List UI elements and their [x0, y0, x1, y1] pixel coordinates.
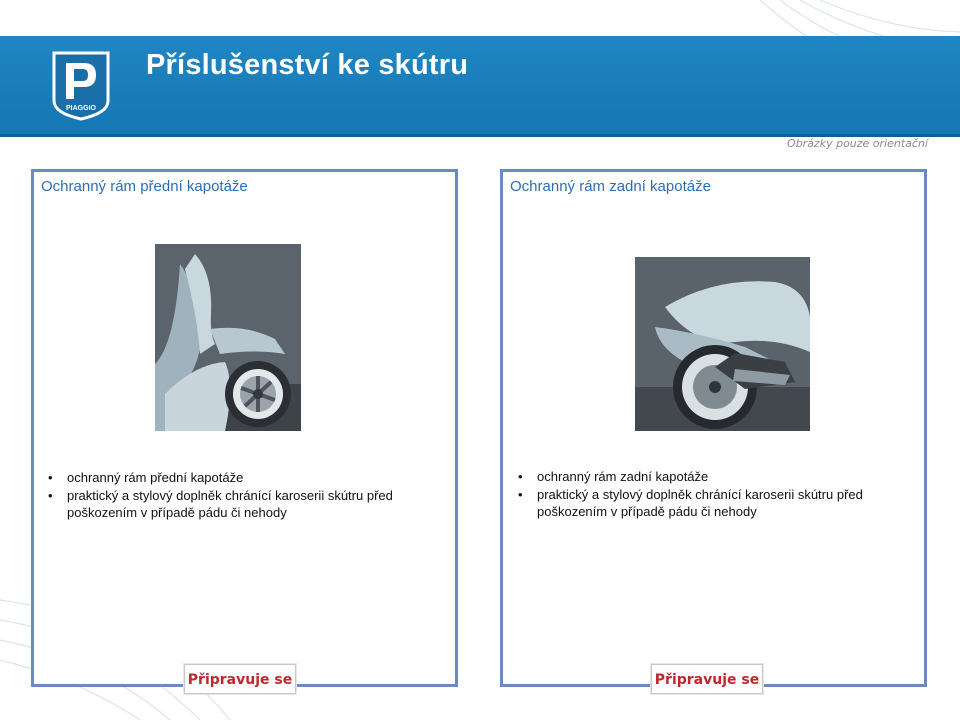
panel-title: Ochranný rám zadní kapotáže: [510, 178, 711, 195]
feature-list: [518, 468, 924, 521]
coming-soon-badge: Připravuje se: [184, 664, 296, 694]
panel-title: Ochranný rám přední kapotáže: [41, 178, 248, 195]
coming-soon-badge: Připravuje se: [651, 664, 763, 694]
feature-item: • praktický a stylový doplněk chránící karoserii skútru před poškozením v případě pádu či nehody: [48, 487, 455, 522]
front-fairing-frame-photo: [155, 244, 301, 431]
disclaimer-text: Obrázky pouze orientační: [787, 137, 928, 150]
panel-front-fairing: [31, 169, 458, 687]
feature-item: • ochranný rám zadní kapotáže: [518, 468, 924, 486]
feature-list: [48, 469, 455, 522]
header-bar: [0, 36, 960, 137]
feature-item: • praktický a stylový doplněk chránící karoserii skútru před poškozením v případě pádu či nehody: [518, 486, 924, 521]
piaggio-logo: [50, 51, 112, 121]
logo-text: PIAGGIO: [66, 105, 96, 112]
feature-item: • ochranný rám přední kapotáže: [48, 469, 455, 487]
slide-title: Příslušenství ke skútru: [146, 49, 469, 81]
panel-rear-fairing: [500, 169, 927, 687]
rear-fairing-frame-photo: [635, 257, 810, 431]
